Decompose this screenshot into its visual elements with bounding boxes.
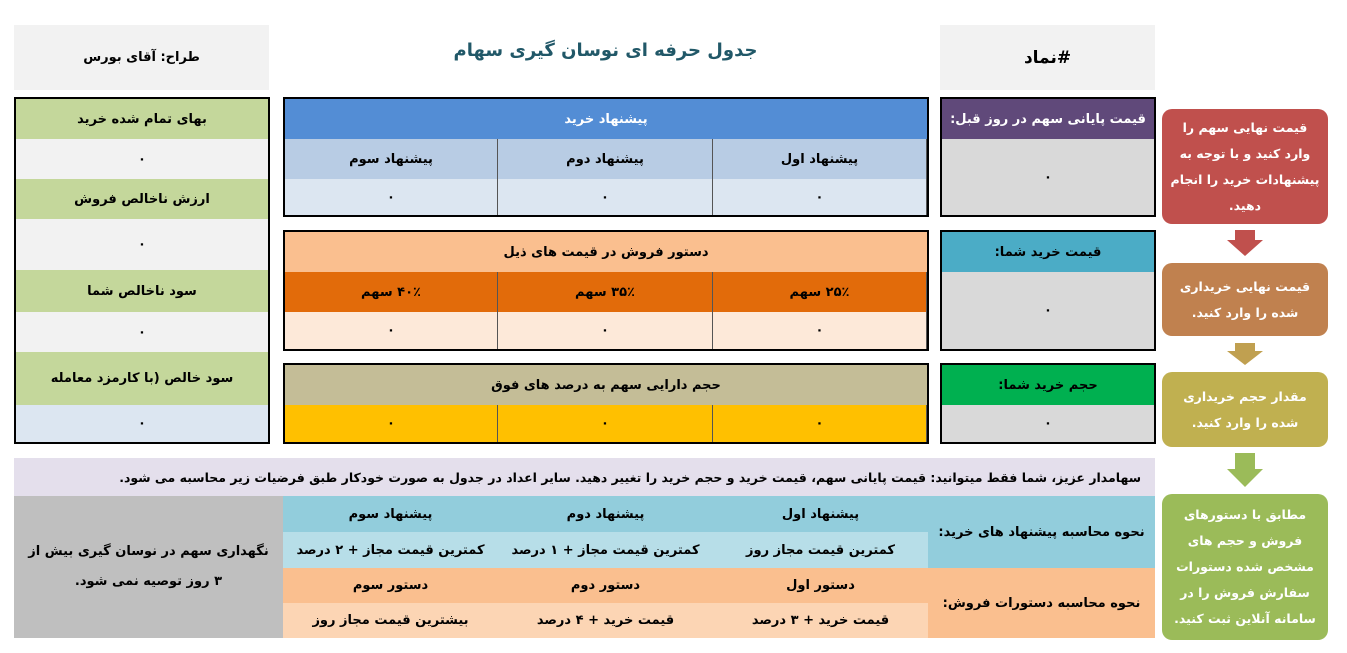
calc-order-2: دستور دوم <box>498 568 713 603</box>
page-title: جدول حرفه ای نوسان گیری سهام <box>453 39 758 61</box>
designer-label: طراح: آقای بورس <box>14 25 269 90</box>
calc-order-1: دستور اول <box>713 568 928 603</box>
net-profit-label: سود خالص (با کارمزد معامله <box>16 352 268 405</box>
sell-40-value: ۰ <box>285 312 498 349</box>
calc-offer-2: پیشنهاد دوم <box>498 496 713 532</box>
calc-offer-3-rule: کمترین قیمت مجاز + ۲ درصد <box>283 532 498 568</box>
sell-25-value: ۰ <box>713 312 927 349</box>
sell-35-header: ۳۵٪ سهم <box>498 272 713 312</box>
arrow-down-icon <box>1235 343 1255 351</box>
volume-3-value: ۰ <box>285 405 498 442</box>
results-panel <box>14 97 270 444</box>
calc-offer-2-rule: کمترین قیمت مجاز + ۱ درصد <box>498 532 713 568</box>
cost-label: بهای تمام شده خرید <box>16 99 268 139</box>
calc-order-2-rule: قیمت خرید + ۴ درصد <box>498 603 713 638</box>
buy-price-label: قیمت خرید شما: <box>942 232 1154 272</box>
calc-offer-3: پیشنهاد سوم <box>283 496 498 532</box>
arrow-down-icon <box>1227 469 1263 487</box>
offer-3-value: ۰ <box>285 179 498 215</box>
arrow-down-icon <box>1235 453 1255 469</box>
net-profit-value: ۰ <box>16 405 268 442</box>
sell-orders-table <box>283 230 929 351</box>
gross-sale-label: ارزش ناخالص فروش <box>16 179 268 219</box>
volume-title: حجم دارایی سهم به درصد های فوق <box>285 365 927 405</box>
volume-1-value: ۰ <box>713 405 927 442</box>
gross-profit-value: ۰ <box>16 312 268 352</box>
flow-step-1: قیمت نهایی سهم را وارد کنید و با توجه به پیشنهادات خرید را انجام دهید. <box>1162 109 1328 224</box>
volume-2-value: ۰ <box>498 405 713 442</box>
sell-35-value: ۰ <box>498 312 713 349</box>
buy-offers-table <box>283 97 929 217</box>
prev-close-box <box>940 97 1156 217</box>
warning-text: نگهداری سهم در نوسان گیری بیش از ۳ روز توصیه نمی شود. <box>14 496 283 638</box>
prev-close-label: قیمت پایانی سهم در روز قبل: <box>942 99 1154 139</box>
calc-offer-1: پیشنهاد اول <box>713 496 928 532</box>
buy-offers-title: پیشنهاد خرید <box>285 99 927 139</box>
flow-step-2: قیمت نهایی خریداری شده را وارد کنید. <box>1162 263 1328 336</box>
calc-offer-1-rule: کمترین قیمت مجاز روز <box>713 532 928 568</box>
calc-order-1-rule: قیمت خرید + ۳ درصد <box>713 603 928 638</box>
arrow-down-icon <box>1235 230 1255 240</box>
arrow-down-icon <box>1227 240 1263 256</box>
buy-volume-box <box>940 363 1156 444</box>
gross-sale-value: ۰ <box>16 219 268 270</box>
gross-profit-label: سود ناخالص شما <box>16 270 268 312</box>
calc-order-3-rule: بیشترین قیمت مجاز روز <box>283 603 498 638</box>
prev-close-input[interactable]: ۰ <box>942 139 1154 215</box>
sell-25-header: ۲۵٪ سهم <box>713 272 927 312</box>
offer-2-value: ۰ <box>498 179 713 215</box>
buy-calc-label: نحوه محاسبه پیشنهاد های خرید: <box>928 496 1155 568</box>
offer-1-header: پیشنهاد اول <box>713 139 927 179</box>
volume-table <box>283 363 929 444</box>
offer-3-header: پیشنهاد سوم <box>285 139 498 179</box>
buy-volume-label: حجم خرید شما: <box>942 365 1154 405</box>
buy-price-input[interactable]: ۰ <box>942 272 1154 349</box>
calc-order-3: دستور سوم <box>283 568 498 603</box>
cost-value: ۰ <box>16 139 268 179</box>
flow-step-3: مقدار حجم خریداری شده را وارد کنید. <box>1162 372 1328 447</box>
offer-1-value: ۰ <box>713 179 927 215</box>
buy-volume-input[interactable]: ۰ <box>942 405 1154 442</box>
arrow-down-icon <box>1227 351 1263 365</box>
symbol-input[interactable]: #نماد <box>940 25 1155 90</box>
buy-price-box <box>940 230 1156 351</box>
offer-2-header: پیشنهاد دوم <box>498 139 713 179</box>
sell-calc-label: نحوه محاسبه دستورات فروش: <box>928 568 1155 638</box>
sell-orders-title: دستور فروش در قیمت های ذیل <box>285 232 927 272</box>
note-bar: سهامدار عزیز، شما فقط میتوانید: قیمت پایانی سهم، قیمت خرید و حجم خرید را تغییر دهید. سایر اعداد در جدول به صورت خودکار طبق فرضیات زیر محاسبه می شود. <box>14 458 1155 496</box>
sell-40-header: ۴۰٪ سهم <box>285 272 498 312</box>
flow-step-4: مطابق با دستورهای فروش و حجم های مشخص شده دستورات سفارش فروش را در سامانه آنلاین ثبت کنید. <box>1162 494 1328 640</box>
